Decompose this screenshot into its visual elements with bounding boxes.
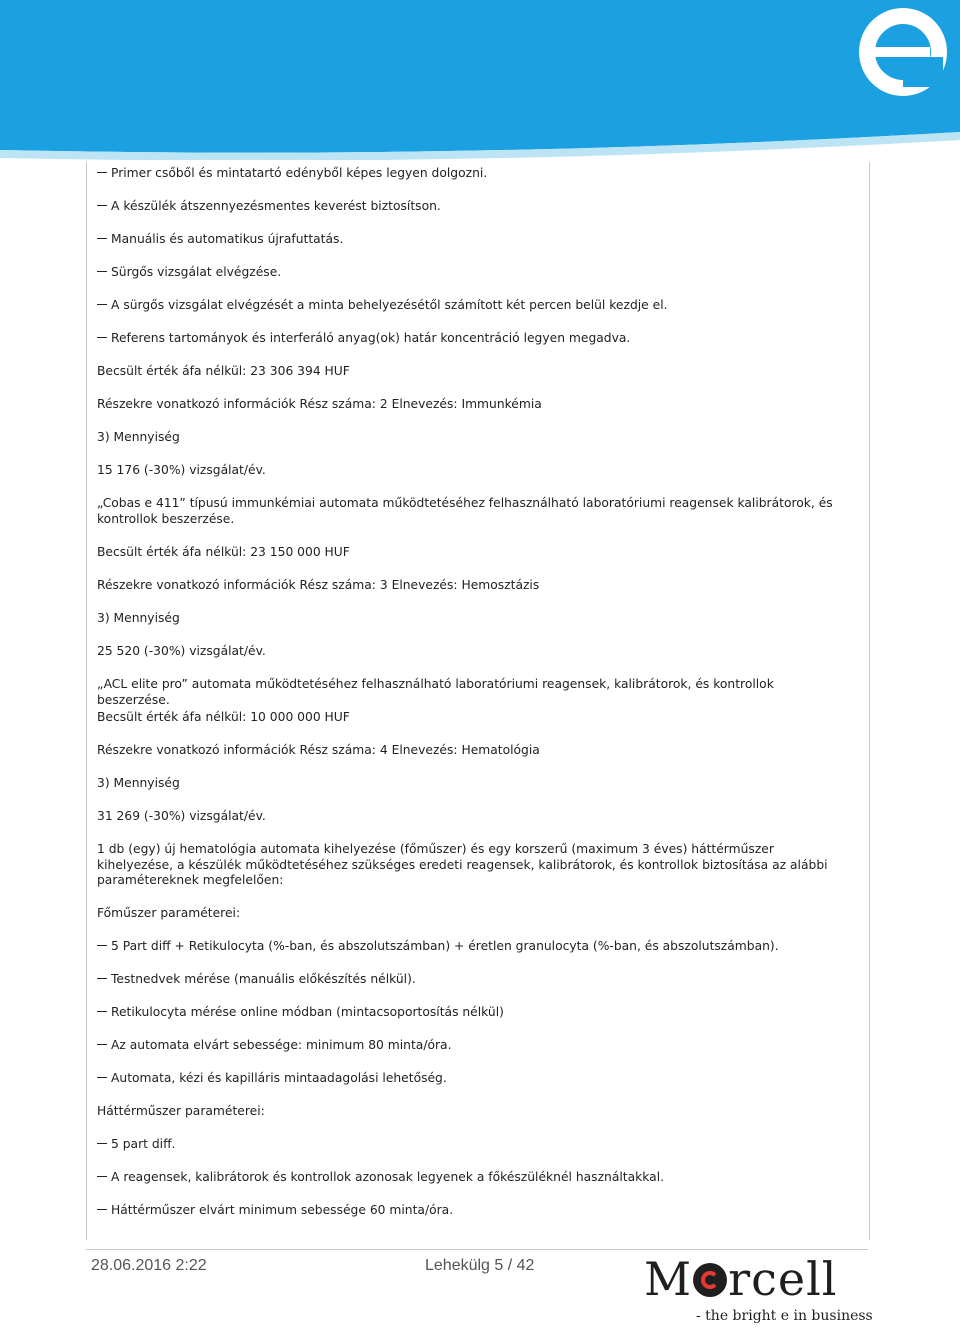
bullet-item: A készülék átszennyezésmentes keverést biztosítson. bbox=[97, 199, 837, 215]
paragraph: Háttérműszer paraméterei: bbox=[97, 1104, 265, 1118]
bullet-item: Primer csőből és mintatartó edényből képes legyen dolgozni. bbox=[97, 166, 837, 182]
paragraph: 3) Mennyiség bbox=[97, 611, 180, 625]
header-wave-graphic bbox=[0, 0, 960, 160]
marcell-logo bbox=[644, 1252, 873, 1326]
paragraph: Részekre vonatkozó információk Rész száma: 2 Elnevezés: Immunkémia bbox=[97, 397, 542, 411]
bullet-item: 5 part diff. bbox=[97, 1137, 837, 1153]
bullet-item: Sürgős vizsgálat elvégzése. bbox=[97, 265, 837, 281]
bullet-item: Manuális és automatikus újrafuttatás. bbox=[97, 232, 837, 248]
paragraph: 3) Mennyiség bbox=[97, 430, 180, 444]
paragraph: Részekre vonatkozó információk Rész száma: 4 Elnevezés: Hematológia bbox=[97, 743, 540, 757]
paragraph: „Cobas e 411” típusú immunkémiai automata működtetéséhez felhasználható laboratóriumi reagensek kalibrátorok, és kontrollok beszerzése. bbox=[97, 496, 833, 526]
header-banner bbox=[0, 0, 960, 160]
bullet-item: Automata, kézi és kapilláris mintaadagolási lehetőség. bbox=[97, 1071, 837, 1087]
bullet-item: Háttérműszer elvárt minimum sebessége 60 minta/óra. bbox=[97, 1203, 837, 1219]
footer-divider bbox=[86, 1249, 868, 1250]
bullet-item: Az automata elvárt sebessége: minimum 80 minta/óra. bbox=[97, 1038, 837, 1054]
paragraph: Főműszer paraméterei: bbox=[97, 906, 241, 920]
bullet-item: Referens tartományok és interferáló anyag(ok) határ koncentráció legyen megadva. bbox=[97, 331, 837, 347]
logo-tagline: - the bright e in business bbox=[696, 1308, 873, 1324]
footer-page-number: Lehekülg 5 / 42 bbox=[425, 1257, 535, 1274]
logo-wordmark: M rcell bbox=[644, 1252, 838, 1306]
paragraph: 3) Mennyiség bbox=[97, 776, 180, 790]
bullet-item: Retikulocyta mérése online módban (mintacsoportosítás nélkül) bbox=[97, 1005, 837, 1021]
logo-e-icon bbox=[693, 1263, 727, 1297]
paragraph: 25 520 (-30%) vizsgálat/év. bbox=[97, 644, 266, 658]
bullet-item: A sürgős vizsgálat elvégzését a minta behelyezésétől számított két percen belül kezdje el. bbox=[97, 298, 837, 314]
bullet-item: 5 Part diff + Retikulocyta (%-ban, és abszolutszámban) + éretlen granulocyta (%-ban, és abszolutszámban). bbox=[97, 939, 837, 955]
paragraph: Becsült érték áfa nélkül: 23 306 394 HUF bbox=[97, 364, 350, 378]
paragraph: Becsült érték áfa nélkül: 23 150 000 HUF bbox=[97, 545, 350, 559]
paragraph: 31 269 (-30%) vizsgálat/év. bbox=[97, 809, 266, 823]
header-e-logo-icon bbox=[859, 8, 947, 96]
paragraph: „ACL elite pro” automata működtetéséhez felhasználható laboratóriumi reagensek, kalibrátorok, és kontrollok beszerzése. bbox=[97, 677, 774, 707]
paragraph: Részekre vonatkozó információk Rész száma: 3 Elnevezés: Hemosztázis bbox=[97, 578, 540, 592]
paragraph: 1 db (egy) új hematológia automata kihelyezése (főműszer) és egy korszerű (maximum 3 éves) háttérműszer kihelyezése, a készülék működtetéséhez szükséges eredeti reagensek, kalibrátorok, és kontrollok biztosítása az alábbi paramétereknek megfelelően: bbox=[97, 842, 828, 887]
bullet-item: A reagensek, kalibrátorok és kontrollok azonosak legyenek a főkészüléknél használtakkal. bbox=[97, 1170, 837, 1186]
bullet-item: Testnedvek mérése (manuális előkészítés nélkül). bbox=[97, 972, 837, 988]
paragraph: 15 176 (-30%) vizsgálat/év. bbox=[97, 463, 266, 477]
footer-date: 28.06.2016 2:22 bbox=[91, 1257, 207, 1274]
paragraph: Becsült érték áfa nélkül: 10 000 000 HUF bbox=[97, 710, 350, 724]
